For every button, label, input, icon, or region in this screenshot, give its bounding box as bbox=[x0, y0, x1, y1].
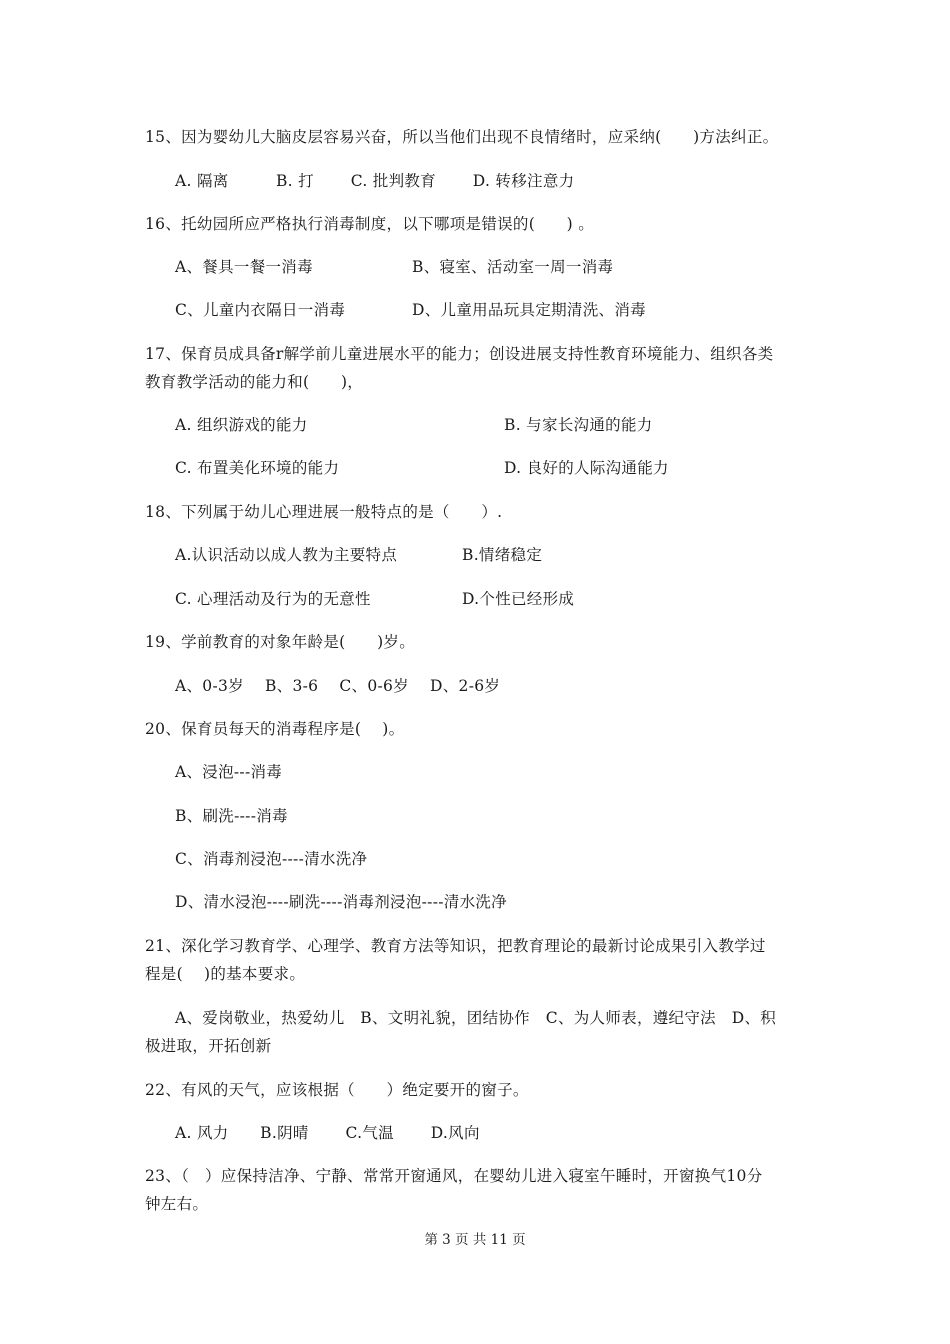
question-19-options: A、0-3岁 B、3-6 C、0-6岁 D、2-6岁 bbox=[175, 677, 501, 695]
question-16-option-c: C、儿童内衣隔日一消毒 bbox=[175, 301, 346, 319]
question-17-option-b: B. 与家长沟通的能力 bbox=[504, 416, 653, 434]
question-17-stem-line-1: 17、保育员成具备r解学前儿童进展水平的能力；创设进展支持性教育环境能力、组织各类 bbox=[145, 345, 774, 363]
question-20-option-a: A、浸泡---消毒 bbox=[175, 763, 283, 781]
question-16-option-d: D、儿童用品玩具定期清洗、消毒 bbox=[412, 301, 646, 319]
question-20-option-b: B、刷洗----消毒 bbox=[175, 807, 288, 825]
question-16-stem: 16、托幼园所应严格执行消毒制度，以下哪项是错误的( ) 。 bbox=[145, 215, 595, 233]
question-21-stem-line-1: 21、深化学习教育学、心理学、教育方法等知识，把教育理论的最新讨论成果引入教学过 bbox=[145, 937, 766, 955]
question-19-stem: 19、学前教育的对象年龄是( )岁。 bbox=[145, 633, 416, 651]
question-20-option-c: C、消毒剂浸泡----清水洗净 bbox=[175, 850, 368, 868]
question-22-stem: 22、有风的天气，应该根据（ ）绝定要开的窗子。 bbox=[145, 1081, 529, 1099]
question-21-stem-line-2: 程是( )的基本要求。 bbox=[145, 965, 306, 983]
question-20-option-d: D、清水浸泡----刷洗----消毒剂浸泡----清水洗净 bbox=[175, 893, 507, 911]
question-17-option-a: A. 组织游戏的能力 bbox=[175, 416, 308, 434]
question-23-stem-line-1: 23、（ ）应保持洁净、宁静、常常开窗通风，在婴幼儿进入寝室午睡时，开窗换气10分 bbox=[145, 1167, 763, 1185]
question-17-option-c: C. 布置美化环境的能力 bbox=[175, 459, 340, 477]
question-18-option-c: C. 心理活动及行为的无意性 bbox=[175, 590, 371, 608]
question-15-stem: 15、因为婴幼儿大脑皮层容易兴奋，所以当他们出现不良情绪时，应采纳( )方法纠正。 bbox=[145, 128, 779, 146]
question-18-stem: 18、下列属于幼儿心理进展一般特点的是（ ）. bbox=[145, 503, 503, 521]
question-20-stem: 20、保育员每天的消毒程序是( )。 bbox=[145, 720, 405, 738]
question-15-options: A. 隔离 B. 打 C. 批判教育 D. 转移注意力 bbox=[175, 172, 575, 190]
question-16-option-a: A、餐具一餐一消毒 bbox=[175, 258, 313, 276]
question-16-option-b: B、寝室、活动室一周一消毒 bbox=[412, 258, 614, 276]
question-17-option-d: D. 良好的人际沟通能力 bbox=[504, 459, 669, 477]
question-21-options-line-2: 极进取，开拓创新 bbox=[145, 1037, 272, 1055]
page-footer: 第 3 页 共 11 页 bbox=[424, 1232, 526, 1248]
question-21-options-line-1: A、爱岗敬业，热爱幼儿 B、文明礼貌，团结协作 C、为人师表，遵纪守法 D、积 bbox=[175, 1009, 777, 1027]
question-23-stem-line-2: 钟左右。 bbox=[145, 1195, 209, 1213]
question-18-option-d: D.个性已经形成 bbox=[462, 590, 575, 608]
question-18-option-a: A.认识活动以成人教为主要特点 bbox=[175, 546, 398, 564]
question-18-option-b: B.情绪稳定 bbox=[462, 546, 543, 564]
question-17-stem-line-2: 教育教学活动的能力和( )， bbox=[145, 373, 364, 391]
question-22-options: A. 风力 B.阴晴 C.气温 D.风向 bbox=[175, 1124, 480, 1142]
